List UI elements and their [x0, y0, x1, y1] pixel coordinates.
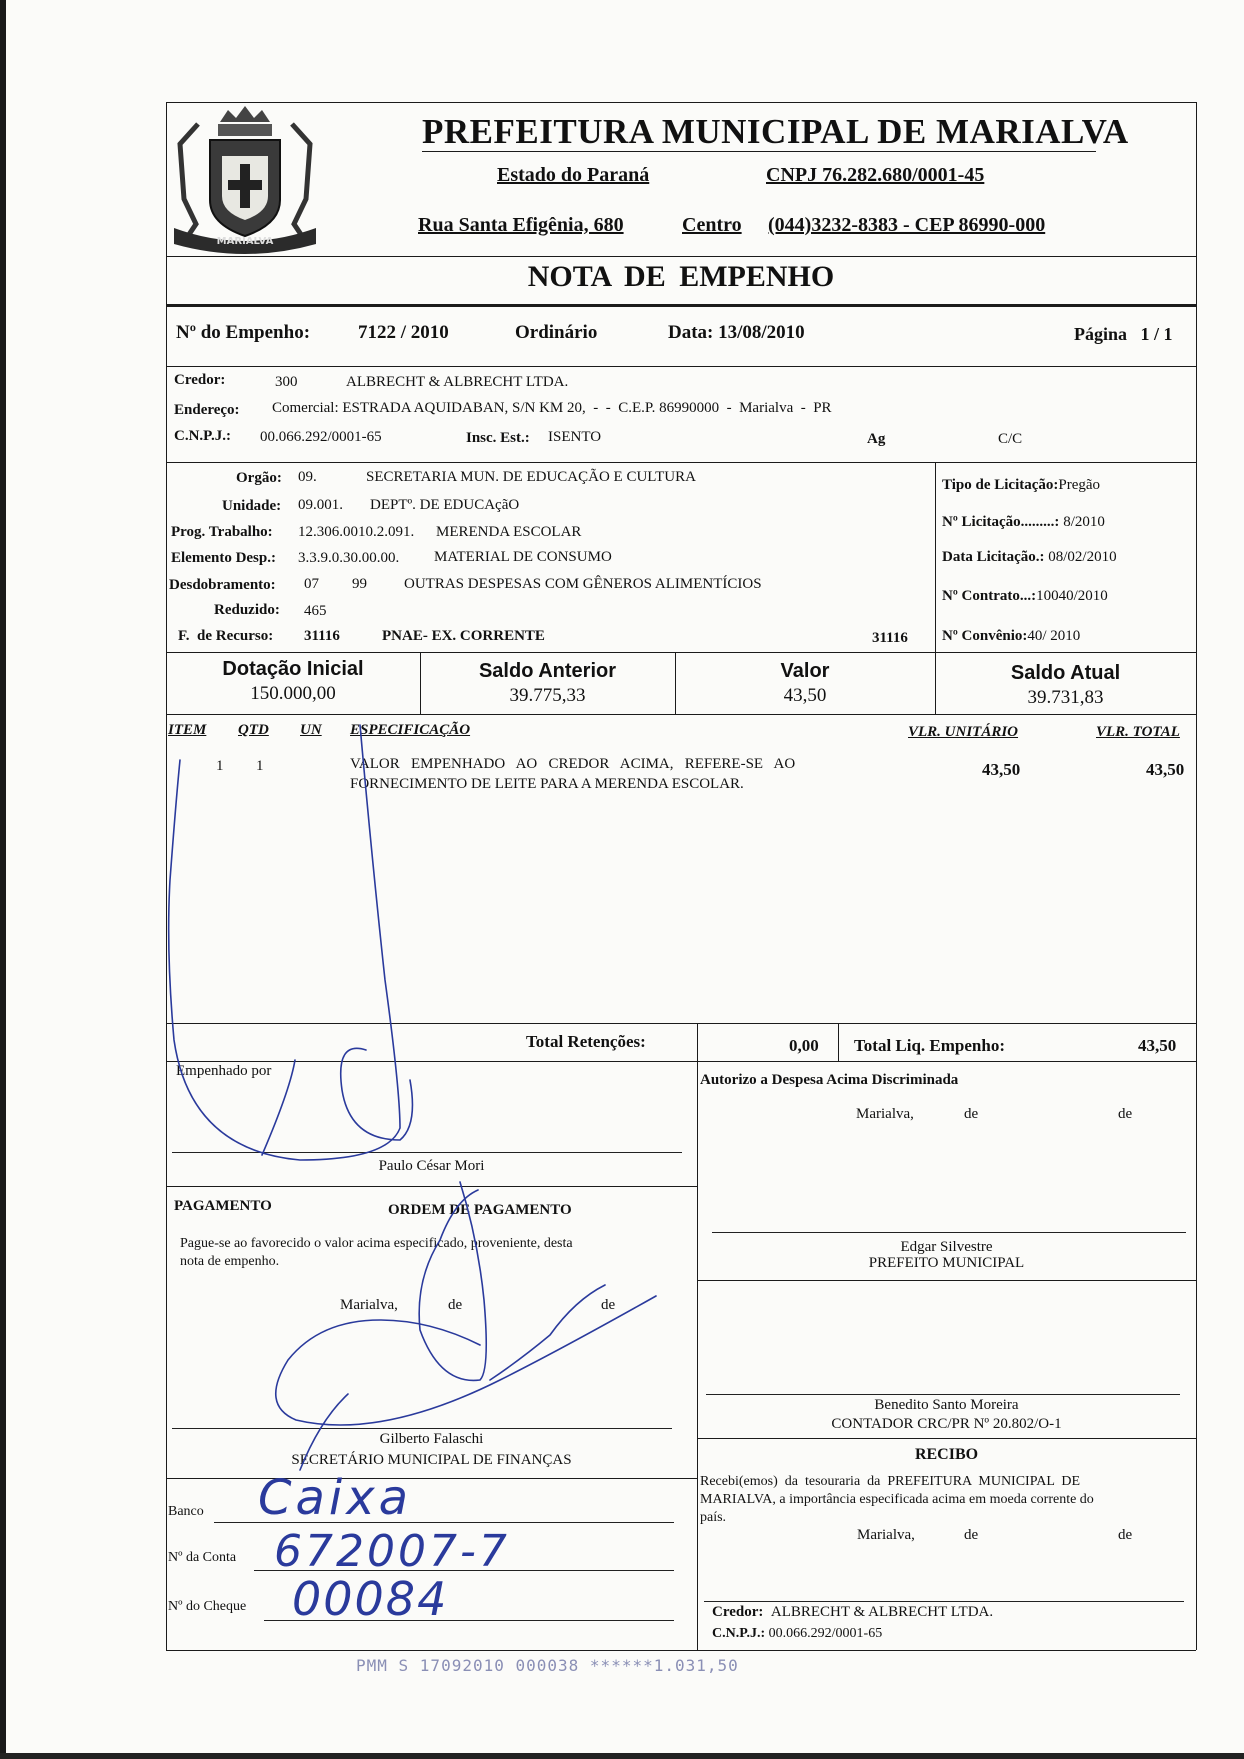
empenho-label: Nº do Empenho:: [176, 322, 311, 343]
credor-label: Credor:: [174, 372, 226, 388]
licitacao-contrato: [942, 588, 1108, 605]
municipal-coat-of-arms-icon: [170, 104, 320, 256]
orgao-desc: SECRETARIA MUN. DE EDUCAÇÃO E CULTURA: [366, 469, 696, 485]
item-row-unit-value: 43,50: [982, 760, 1021, 779]
scan-edge-bottom: [0, 1753, 1244, 1759]
prefeito-name: Edgar Silvestre: [900, 1239, 993, 1255]
col-header-qtd: QTD: [238, 722, 269, 738]
saldo-anterior-label: Saldo Anterior: [478, 660, 617, 682]
conta-label: Nº da Conta: [168, 1550, 237, 1565]
recibo-cnpj-value: 00.066.292/0001-65: [768, 1626, 883, 1641]
liquido-value: 43,50: [1138, 1036, 1177, 1055]
recibo-signature-line: [704, 1601, 1184, 1602]
licitacao-data-value: 08/02/2010: [1048, 549, 1117, 565]
prog-desc: MERENDA ESCOLAR: [436, 524, 582, 540]
autorizo-de-2: de: [1118, 1106, 1133, 1122]
document-title: NOTA DE EMPENHO: [527, 260, 835, 293]
prog-label: Prog. Trabalho:: [171, 524, 273, 540]
unidade-desc: DEPTº. DE EDUCAçãO: [370, 497, 520, 513]
rule-empenhado: [166, 1186, 697, 1187]
col-header-un: UN: [300, 722, 322, 738]
agency-label: Ag: [867, 431, 886, 447]
col-header-especificacao: ESPECIFICAÇÃO: [350, 722, 471, 738]
rule-contador: [697, 1438, 1196, 1439]
saldo-atual-value: 39.731,83: [1027, 687, 1104, 708]
municipality-title: PREFEITURA MUNICIPAL DE MARIALVA: [422, 112, 1129, 151]
valor-value: 43,50: [783, 685, 827, 706]
pagamento-de-2: de: [601, 1297, 616, 1313]
licitacao-numero: [942, 514, 1105, 531]
elemento-label: Elemento Desp.:: [171, 550, 276, 566]
rule-header: [166, 256, 1196, 257]
saldo-anterior-value: 39.775,33: [509, 685, 586, 706]
recibo-credor: [712, 1604, 993, 1621]
conta-handwritten-value: 672007-7: [274, 1526, 510, 1577]
recurso-code-right: 31116: [872, 630, 908, 646]
empenho-type: Ordinário: [515, 322, 598, 343]
frame-left: [166, 102, 167, 1650]
unidade-code: 09.001.: [298, 497, 343, 513]
pagamento-text-line2: nota de empenho.: [180, 1254, 280, 1269]
col-header-item: ITEM: [168, 722, 207, 738]
item-row-qtd: 1: [256, 758, 264, 774]
saldo-atual-label: Saldo Atual: [1010, 662, 1121, 684]
licitacao-tipo-value: Pregão: [1058, 477, 1101, 493]
licitacao-tipo-label: Tipo de Licitação:: [942, 477, 1059, 493]
rule-credor: [166, 462, 1196, 463]
recibo-cnpj-label: C.N.P.J.:: [712, 1626, 766, 1641]
empenhado-label: Empenhado por: [176, 1063, 272, 1079]
district: Centro: [682, 214, 742, 236]
recibo-text-line1: Recebi(emos) da tesouraria da PREFEITURA MUNICIPAL DE: [700, 1474, 1081, 1489]
empenho-number: 7122 / 2010: [358, 322, 449, 343]
item-row-spec-line1: VALOR EMPENHADO AO CREDOR ACIMA, REFERE-SE AO: [350, 756, 796, 772]
rule-dotacao: [166, 652, 1196, 653]
cheque-label: Nº do Cheque: [168, 1599, 247, 1614]
recibo-text-line2: MARIALVA, a importância especificada acima em moeda corrente do: [700, 1492, 1094, 1507]
svg-text:MARIALVA: MARIALVA: [216, 236, 274, 247]
street-address: Rua Santa Efigênia, 680: [418, 214, 624, 236]
autorizo-de-1: de: [964, 1106, 979, 1122]
desdobramento-code: 07: [304, 576, 319, 592]
rule-licitacao-divider: [935, 462, 936, 652]
reduzido-label: Reduzido:: [214, 602, 280, 618]
recibo-de-2: de: [1118, 1527, 1133, 1543]
rule-title: [166, 304, 1196, 307]
autorizo-place: Marialva,: [856, 1106, 914, 1122]
credor-name: ALBRECHT & ALBRECHT LTDA.: [346, 374, 569, 390]
recibo-credor-label: Credor:: [712, 1604, 764, 1620]
banco-handwritten-value: Caixa: [258, 1470, 413, 1526]
insc-est-label: Insc. Est.:: [466, 430, 530, 446]
empenhado-name: Paulo César Mori: [378, 1158, 485, 1174]
page-number: Página 1 / 1: [1074, 324, 1173, 344]
contador-signature-line: [706, 1394, 1180, 1395]
col-header-vlr-total: VLR. TOTAL: [1096, 724, 1180, 740]
rule-saldos: [166, 714, 1196, 715]
rule-totals: [166, 1061, 1196, 1062]
col-header-vlr-unitario: VLR. UNITÁRIO: [908, 724, 1019, 740]
credor-cnpj-label: C.N.P.J.:: [174, 428, 231, 444]
contador-title: CONTADOR CRC/PR Nº 20.802/O-1: [831, 1416, 1062, 1432]
credor-code: 300: [275, 374, 298, 390]
retencoes-label: Total Retenções:: [526, 1032, 646, 1051]
recibo-de-1: de: [964, 1527, 979, 1543]
banco-label: Banco: [168, 1504, 204, 1519]
item-row-number: 1: [216, 758, 224, 774]
licitacao-convenio: [942, 628, 1080, 645]
autorizo-label: Autorizo a Despesa Acima Discriminada: [700, 1072, 959, 1088]
elemento-code: 3.3.9.0.30.00.00.: [298, 550, 400, 566]
rule-prefeito: [697, 1280, 1196, 1281]
secretario-name: Gilberto Falaschi: [379, 1431, 484, 1447]
desdobramento-label: Desdobramento:: [169, 577, 276, 593]
scan-edge-left: [0, 0, 6, 1759]
licitacao-contrato-label: Nº Contrato...:: [942, 588, 1037, 604]
recibo-cnpj: [712, 1626, 882, 1642]
desdobramento-sub: 99: [352, 576, 367, 592]
recurso-desc: PNAE- EX. CORRENTE: [382, 628, 545, 644]
state-name: Estado do Paraná: [497, 164, 650, 186]
secretario-signature-line: [172, 1428, 672, 1429]
credor-address: Comercial: ESTRADA AQUIDABAN, S/N KM 20, - - C.E.P. 86990000 - Marialva - PR: [272, 400, 832, 416]
licitacao-tipo: [942, 477, 1100, 494]
payment-stamp: PMM S 17092010 000038 ******1.031,50: [356, 1656, 739, 1675]
recurso-label: F. de Recurso:: [178, 628, 274, 644]
licitacao-convenio-label: Nº Convênio:: [942, 628, 1028, 644]
recurso-code: 31116: [304, 628, 340, 644]
prog-code: 12.306.0010.2.091.: [298, 524, 415, 540]
title-underline: [422, 151, 1096, 152]
desdobramento-desc: OUTRAS DESPESAS COM GÊNEROS ALIMENTÍCIOS: [404, 576, 762, 592]
reduzido-value: 465: [304, 603, 327, 619]
secretario-title: SECRETÁRIO MUNICIPAL DE FINANÇAS: [291, 1452, 572, 1468]
pagamento-label: PAGAMENTO: [174, 1198, 272, 1214]
dotacao-inicial-label: Dotação Inicial: [222, 658, 364, 680]
orgao-code: 09.: [298, 469, 317, 485]
valor-label: Valor: [780, 660, 830, 682]
item-row-total-value: 43,50: [1146, 760, 1185, 779]
insc-est-value: ISENTO: [548, 429, 602, 445]
frame-bottom: [166, 1650, 1196, 1651]
contador-name: Benedito Santo Moreira: [874, 1397, 1019, 1413]
account-label: C/C: [998, 431, 1023, 447]
licitacao-numero-label: Nº Licitação.........:: [942, 514, 1060, 530]
liquido-label: Total Liq. Empenho:: [854, 1036, 1005, 1055]
pagamento-de-1: de: [448, 1297, 463, 1313]
empenhado-signature-line: [172, 1152, 682, 1153]
rule-pagamento: [166, 1478, 697, 1479]
frame-right: [1196, 102, 1197, 1650]
credor-cnpj: 00.066.292/0001-65: [260, 429, 382, 445]
frame-top: [166, 102, 1196, 103]
elemento-desc: MATERIAL DE CONSUMO: [434, 549, 612, 565]
dotacao-inicial-value: 150.000,00: [250, 683, 336, 704]
municipality-cnpj: CNPJ 76.282.680/0001-45: [766, 164, 985, 186]
licitacao-numero-value: 8/2010: [1063, 514, 1105, 530]
cheque-handwritten-value: 00084: [292, 1572, 449, 1626]
pagamento-text-line1: Pague-se ao favorecido o valor acima especificado, proveniente, desta: [180, 1236, 573, 1251]
phone-cep: (044)3232-8383 - CEP 86990-000: [768, 214, 1046, 236]
licitacao-data: [942, 549, 1117, 566]
prefeito-signature-line: [712, 1232, 1186, 1233]
orgao-label: Orgão:: [236, 470, 282, 486]
rule-empenho: [166, 366, 1196, 367]
recibo-place: Marialva,: [857, 1527, 915, 1543]
unidade-label: Unidade:: [222, 498, 282, 514]
rule-items-bottom: [166, 1023, 1196, 1024]
address-label: Endereço:: [174, 402, 240, 418]
licitacao-convenio-value: 40/ 2010: [1027, 628, 1081, 644]
empenho-date: Data: 13/08/2010: [668, 322, 805, 343]
prefeito-title: PREFEITO MUNICIPAL: [868, 1255, 1025, 1271]
recibo-text-line3: país.: [700, 1510, 727, 1525]
pagamento-place: Marialva,: [340, 1297, 398, 1313]
retencoes-value: 0,00: [789, 1036, 819, 1055]
licitacao-contrato-value: 10040/2010: [1036, 588, 1108, 604]
licitacao-data-label: Data Licitação.:: [942, 549, 1045, 565]
rule-main-divider: [697, 1023, 698, 1650]
recibo-title: RECIBO: [914, 1446, 979, 1463]
recibo-credor-name: ALBRECHT & ALBRECHT LTDA.: [770, 1604, 994, 1620]
rule-totals-divider: [838, 1023, 839, 1061]
item-row-spec-line2: FORNECIMENTO DE LEITE PARA A MERENDA ESCOLAR.: [350, 776, 744, 792]
ordem-pagamento-label: ORDEM DE PAGAMENTO: [388, 1202, 572, 1218]
